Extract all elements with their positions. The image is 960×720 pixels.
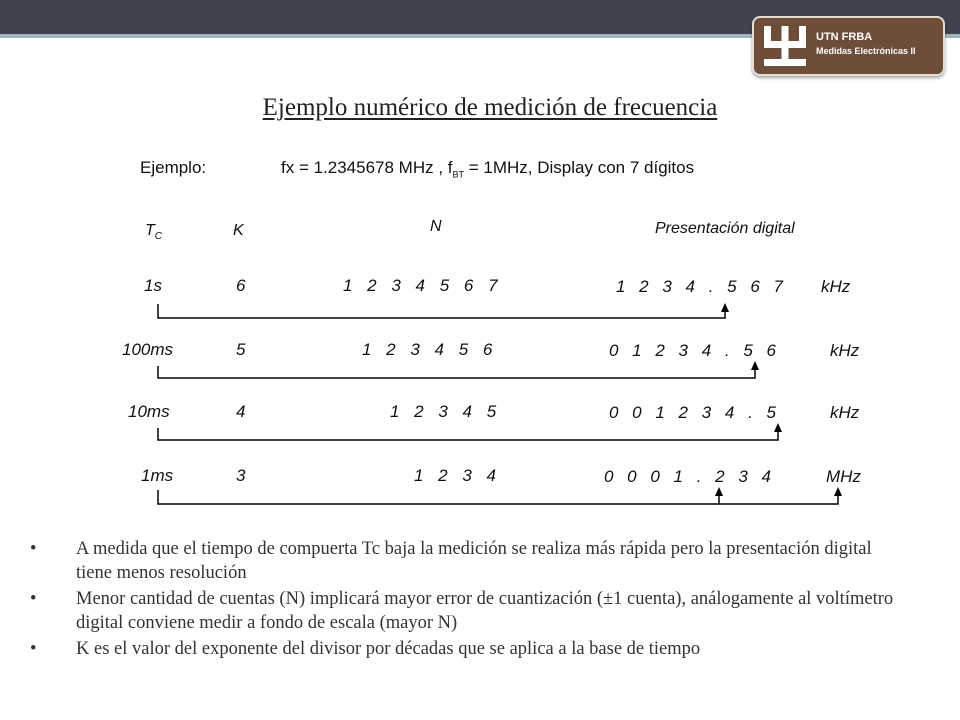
note-item (30, 587, 910, 635)
bullet-icon: • (30, 589, 37, 609)
example-label: Ejemplo: (140, 158, 207, 177)
row-1s-n: 1 2 3 4 5 6 7 (343, 276, 499, 295)
note-text: Menor cantidad de cuentas (N) implicará mayor error de cuantización (±1 cuenta), análogamente al voltímetro digital conviene medir a fondo de escala (mayor N) (76, 589, 894, 633)
row-1ms-unit: MHz (826, 467, 861, 486)
row-1s-display: 1 2 3 4 . 5 6 7 (616, 277, 784, 296)
note-item (30, 637, 910, 661)
row-1s-k: 6 (236, 276, 246, 295)
arrow-head-1ms-b (834, 487, 842, 496)
row-10ms-display: 0 0 1 2 3 4 . 5 (609, 403, 777, 422)
logo-title: UTN FRBA (816, 31, 873, 43)
example-text-b: = 1MHz, Display con 7 dígitos (464, 158, 695, 177)
arrow-head-1ms-a (715, 487, 723, 496)
note-item (30, 537, 910, 585)
bullet-icon: • (30, 639, 37, 659)
arrow-head-10ms (774, 423, 782, 432)
arrow-head-1s (721, 303, 729, 312)
row-10ms-unit: kHz (830, 403, 860, 422)
slide-title: Ejemplo numérico de medición de frecuencia (262, 94, 718, 121)
notes-list (30, 537, 910, 663)
row-10ms-tc: 10ms (128, 402, 170, 421)
row-10ms-k: 4 (236, 402, 246, 421)
arrow-row-100ms (158, 366, 755, 378)
row-1ms-k: 3 (236, 466, 246, 485)
row-10ms-n: 1 2 3 4 5 (390, 402, 498, 421)
arrow-row-1ms-a (158, 490, 719, 504)
row-100ms-k: 5 (236, 340, 246, 359)
row-100ms-display: 0 1 2 3 4 . 5 6 (609, 341, 777, 360)
row-1s-unit: kHz (821, 277, 851, 296)
row-100ms-unit: kHz (830, 341, 860, 360)
row-1s-tc: 1s (144, 276, 162, 295)
arrow-row-10ms (158, 428, 778, 440)
header-n: N (430, 218, 442, 235)
arrow-head-100ms (751, 361, 759, 370)
bullet-icon: • (30, 539, 37, 559)
logo-subtitle: Medidas Electrónicas II (816, 46, 916, 56)
arrow-row-1s (158, 304, 725, 318)
note-text: K es el valor del exponente del divisor por décadas que se aplica a la base de tiempo (76, 639, 701, 659)
header-presentacion: Presentación digital (655, 220, 795, 237)
row-1ms-display: 0 0 0 1 . 2 3 4 (604, 467, 772, 486)
arrow-row-1ms-b (719, 494, 838, 504)
header-k: K (233, 222, 244, 239)
row-100ms-n: 1 2 3 4 5 6 (362, 340, 494, 359)
example-subscript: BT (452, 169, 465, 180)
row-100ms-tc: 100ms (122, 340, 174, 359)
header-tc: $T_C$ (145, 222, 163, 243)
note-text: A medida que el tiempo de compuerta Tc baja la medición se realiza más rápida pero la presentación digital tiene menos resolución (76, 539, 872, 583)
row-1ms-tc: 1ms (141, 466, 174, 485)
example-text-a: fx = 1.2345678 MHz , f (281, 158, 453, 177)
row-1ms-n: 1 2 3 4 (414, 466, 497, 485)
